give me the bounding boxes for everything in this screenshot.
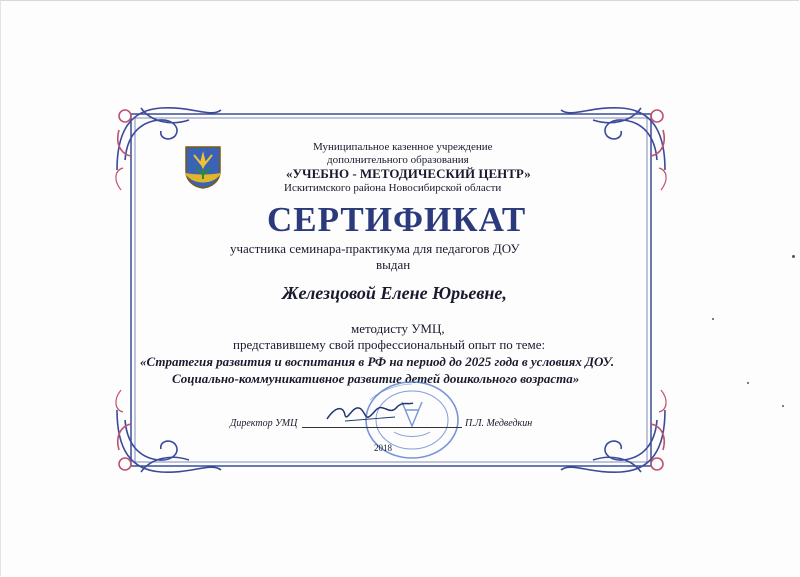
presented-text: представившему свой профессиональный опыт по теме: [233, 337, 546, 352]
scan-speck [792, 255, 795, 258]
scan-speck [782, 405, 784, 407]
director-name: П.Л. Медведкин [465, 418, 533, 429]
ornament-bottom-right [561, 410, 665, 472]
topic-line2: Социально-коммуникативное развитие детей дошкольного возраста» [172, 371, 580, 386]
ornament-top-right [561, 108, 665, 170]
district-coat-of-arms-icon [184, 145, 222, 189]
ornament-bottom-left [117, 410, 221, 472]
district-line: Искитимского района Новосибирской области [284, 182, 502, 194]
institution-line2: дополнительного образования [327, 154, 469, 166]
recipient-position: методисту УМЦ, [351, 321, 445, 336]
certificate-title: СЕРТИФИКАТ [267, 200, 527, 239]
scan-speck [747, 382, 749, 384]
institution-line1: Муниципальное казенное учреждение [313, 141, 493, 153]
center-name: «УЧЕБНО - МЕТОДИЧЕСКИЙ ЦЕНТР» [286, 166, 531, 181]
signature-line [302, 427, 462, 428]
director-label: Директор УМЦ [230, 418, 298, 429]
issued-label: выдан [376, 257, 411, 272]
certificate-subtitle: участника семинара-практикума для педагогов ДОУ [230, 241, 520, 256]
director-signature-icon [325, 397, 415, 427]
recipient-name: Железцовой Елене Юрьевне, [282, 283, 507, 303]
issue-year: 2018 [374, 443, 392, 453]
topic-line1: «Стратегия развития и воспитания в РФ на период до 2025 года в условиях ДОУ. [140, 354, 615, 369]
scan-speck [712, 318, 714, 320]
